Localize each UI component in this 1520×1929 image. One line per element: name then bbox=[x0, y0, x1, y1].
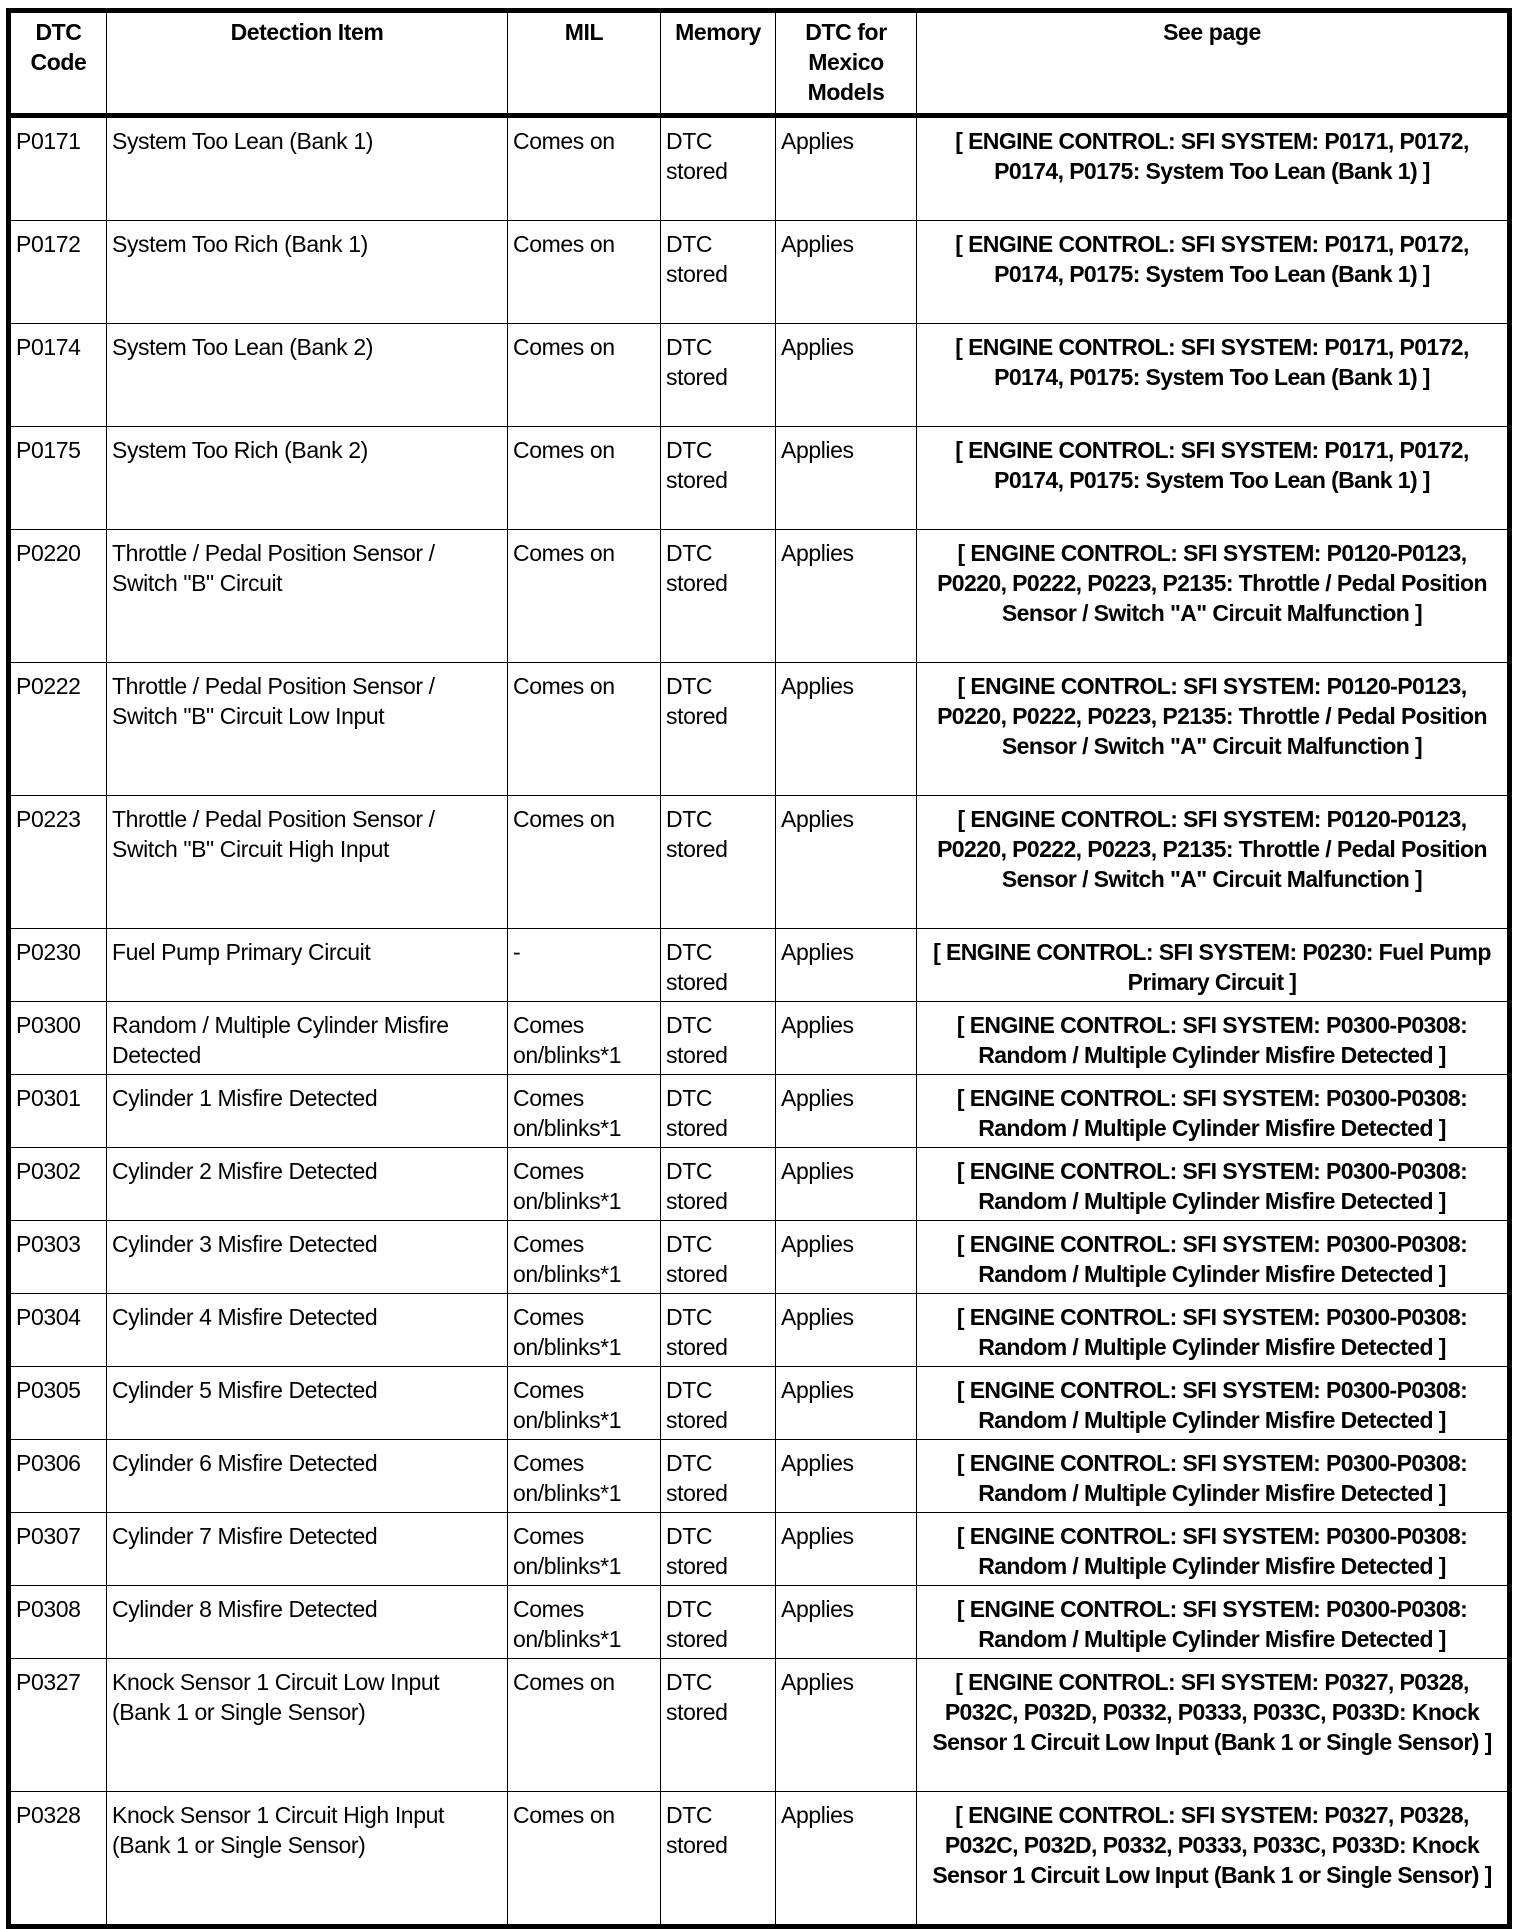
mil-status: Comes on bbox=[508, 530, 661, 663]
header-mil: MIL bbox=[508, 11, 661, 116]
mexico-applies: Applies bbox=[776, 1002, 917, 1075]
dtc-table bbox=[6, 8, 1512, 1929]
mil-status: Comes on bbox=[508, 427, 661, 530]
detection-item: Random / Multiple Cylinder Misfire Detected bbox=[107, 1002, 508, 1075]
table-row bbox=[9, 1513, 1510, 1586]
table-row bbox=[9, 1367, 1510, 1440]
mexico-applies: Applies bbox=[776, 663, 917, 796]
see-page-link[interactable]: [ ENGINE CONTROL: SFI SYSTEM: P0120-P0123, P0220, P0222, P0223, P2135: Throttle / Pedal Position Sensor / Switch "A" Circuit Malfunction ] bbox=[917, 796, 1510, 929]
see-page-link[interactable]: [ ENGINE CONTROL: SFI SYSTEM: P0171, P0172, P0174, P0175: System Too Lean (Bank 1) ] bbox=[917, 427, 1510, 530]
table-row bbox=[9, 1294, 1510, 1367]
mil-status: Comes on bbox=[508, 1792, 661, 1927]
table-row bbox=[9, 1586, 1510, 1659]
detection-item: Knock Sensor 1 Circuit High Input (Bank 1 or Single Sensor) bbox=[107, 1792, 508, 1927]
memory-status: DTC stored bbox=[661, 1440, 776, 1513]
detection-item: Throttle / Pedal Position Sensor / Switch "B" Circuit High Input bbox=[107, 796, 508, 929]
see-page-link[interactable]: [ ENGINE CONTROL: SFI SYSTEM: P0300-P0308: Random / Multiple Cylinder Misfire Detected ] bbox=[917, 1513, 1510, 1586]
table-row bbox=[9, 1659, 1510, 1792]
mexico-applies: Applies bbox=[776, 427, 917, 530]
detection-item: Throttle / Pedal Position Sensor / Switch "B" Circuit Low Input bbox=[107, 663, 508, 796]
see-page-link[interactable]: [ ENGINE CONTROL: SFI SYSTEM: P0300-P0308: Random / Multiple Cylinder Misfire Detected ] bbox=[917, 1148, 1510, 1221]
memory-status: DTC stored bbox=[661, 1513, 776, 1586]
header-detection-item: Detection Item bbox=[107, 11, 508, 116]
see-page-link[interactable]: [ ENGINE CONTROL: SFI SYSTEM: P0230: Fuel Pump Primary Circuit ] bbox=[917, 929, 1510, 1002]
mexico-applies: Applies bbox=[776, 1440, 917, 1513]
mil-status: Comes on/blinks*1 bbox=[508, 1367, 661, 1440]
table-row bbox=[9, 1221, 1510, 1294]
table-row bbox=[9, 663, 1510, 796]
memory-status: DTC stored bbox=[661, 1586, 776, 1659]
mexico-applies: Applies bbox=[776, 324, 917, 427]
table-row bbox=[9, 427, 1510, 530]
detection-item: Knock Sensor 1 Circuit Low Input (Bank 1 or Single Sensor) bbox=[107, 1659, 508, 1792]
mil-status: Comes on bbox=[508, 1659, 661, 1792]
detection-item: Cylinder 7 Misfire Detected bbox=[107, 1513, 508, 1586]
memory-status: DTC stored bbox=[661, 530, 776, 663]
memory-status: DTC stored bbox=[661, 1659, 776, 1792]
table-row bbox=[9, 116, 1510, 221]
dtc-code: P0302 bbox=[9, 1148, 107, 1221]
dtc-code: P0303 bbox=[9, 1221, 107, 1294]
dtc-code: P0327 bbox=[9, 1659, 107, 1792]
memory-status: DTC stored bbox=[661, 663, 776, 796]
see-page-link[interactable]: [ ENGINE CONTROL: SFI SYSTEM: P0327, P0328, P032C, P032D, P0332, P0333, P033C, P033D: Knock Sensor 1 Circuit Low Input (Bank 1 or Single Sensor) ] bbox=[917, 1659, 1510, 1792]
mexico-applies: Applies bbox=[776, 116, 917, 221]
detection-item: Cylinder 5 Misfire Detected bbox=[107, 1367, 508, 1440]
header-memory: Memory bbox=[661, 11, 776, 116]
memory-status: DTC stored bbox=[661, 1148, 776, 1221]
mexico-applies: Applies bbox=[776, 1221, 917, 1294]
see-page-link[interactable]: [ ENGINE CONTROL: SFI SYSTEM: P0327, P0328, P032C, P032D, P0332, P0333, P033C, P033D: Knock Sensor 1 Circuit Low Input (Bank 1 or Single Sensor) ] bbox=[917, 1792, 1510, 1927]
mil-status: Comes on/blinks*1 bbox=[508, 1002, 661, 1075]
detection-item: Cylinder 2 Misfire Detected bbox=[107, 1148, 508, 1221]
mexico-applies: Applies bbox=[776, 221, 917, 324]
mil-status: Comes on/blinks*1 bbox=[508, 1440, 661, 1513]
detection-item: Cylinder 1 Misfire Detected bbox=[107, 1075, 508, 1148]
memory-status: DTC stored bbox=[661, 324, 776, 427]
table-row bbox=[9, 1792, 1510, 1927]
see-page-link[interactable]: [ ENGINE CONTROL: SFI SYSTEM: P0120-P0123, P0220, P0222, P0223, P2135: Throttle / Pedal Position Sensor / Switch "A" Circuit Malfunction ] bbox=[917, 530, 1510, 663]
see-page-link[interactable]: [ ENGINE CONTROL: SFI SYSTEM: P0300-P0308: Random / Multiple Cylinder Misfire Detected ] bbox=[917, 1367, 1510, 1440]
memory-status: DTC stored bbox=[661, 1792, 776, 1927]
see-page-link[interactable]: [ ENGINE CONTROL: SFI SYSTEM: P0171, P0172, P0174, P0175: System Too Lean (Bank 1) ] bbox=[917, 324, 1510, 427]
memory-status: DTC stored bbox=[661, 116, 776, 221]
see-page-link[interactable]: [ ENGINE CONTROL: SFI SYSTEM: P0300-P0308: Random / Multiple Cylinder Misfire Detected ] bbox=[917, 1294, 1510, 1367]
mil-status: Comes on bbox=[508, 324, 661, 427]
table-row bbox=[9, 1002, 1510, 1075]
memory-status: DTC stored bbox=[661, 1294, 776, 1367]
mil-status: Comes on/blinks*1 bbox=[508, 1075, 661, 1148]
dtc-code: P0300 bbox=[9, 1002, 107, 1075]
header-see-page: See page bbox=[917, 11, 1510, 116]
detection-item: Cylinder 6 Misfire Detected bbox=[107, 1440, 508, 1513]
dtc-code: P0222 bbox=[9, 663, 107, 796]
memory-status: DTC stored bbox=[661, 796, 776, 929]
memory-status: DTC stored bbox=[661, 1075, 776, 1148]
mexico-applies: Applies bbox=[776, 1513, 917, 1586]
memory-status: DTC stored bbox=[661, 1367, 776, 1440]
mexico-applies: Applies bbox=[776, 1075, 917, 1148]
dtc-code: P0220 bbox=[9, 530, 107, 663]
mil-status: Comes on/blinks*1 bbox=[508, 1221, 661, 1294]
detection-item: System Too Rich (Bank 2) bbox=[107, 427, 508, 530]
dtc-code: P0301 bbox=[9, 1075, 107, 1148]
mil-status: Comes on bbox=[508, 796, 661, 929]
mexico-applies: Applies bbox=[776, 929, 917, 1002]
detection-item: Fuel Pump Primary Circuit bbox=[107, 929, 508, 1002]
detection-item: Cylinder 4 Misfire Detected bbox=[107, 1294, 508, 1367]
dtc-code: P0328 bbox=[9, 1792, 107, 1927]
detection-item: Cylinder 3 Misfire Detected bbox=[107, 1221, 508, 1294]
dtc-code: P0223 bbox=[9, 796, 107, 929]
dtc-code: P0175 bbox=[9, 427, 107, 530]
dtc-code: P0304 bbox=[9, 1294, 107, 1367]
table-row bbox=[9, 324, 1510, 427]
mexico-applies: Applies bbox=[776, 1659, 917, 1792]
table-row bbox=[9, 929, 1510, 1002]
mexico-applies: Applies bbox=[776, 1367, 917, 1440]
mexico-applies: Applies bbox=[776, 1792, 917, 1927]
see-page-link[interactable]: [ ENGINE CONTROL: SFI SYSTEM: P0171, P0172, P0174, P0175: System Too Lean (Bank 1) ] bbox=[917, 116, 1510, 221]
table-row bbox=[9, 1440, 1510, 1513]
memory-status: DTC stored bbox=[661, 1002, 776, 1075]
dtc-code: P0307 bbox=[9, 1513, 107, 1586]
dtc-code: P0308 bbox=[9, 1586, 107, 1659]
mil-status: Comes on/blinks*1 bbox=[508, 1586, 661, 1659]
mil-status: Comes on bbox=[508, 221, 661, 324]
table-row bbox=[9, 796, 1510, 929]
see-page-link[interactable]: [ ENGINE CONTROL: SFI SYSTEM: P0300-P0308: Random / Multiple Cylinder Misfire Detected ] bbox=[917, 1002, 1510, 1075]
table-row bbox=[9, 1075, 1510, 1148]
mexico-applies: Applies bbox=[776, 1294, 917, 1367]
see-page-link[interactable]: [ ENGINE CONTROL: SFI SYSTEM: P0171, P0172, P0174, P0175: System Too Lean (Bank 1) ] bbox=[917, 221, 1510, 324]
dtc-code: P0306 bbox=[9, 1440, 107, 1513]
detection-item: System Too Lean (Bank 1) bbox=[107, 116, 508, 221]
mil-status: Comes on/blinks*1 bbox=[508, 1513, 661, 1586]
mexico-applies: Applies bbox=[776, 1586, 917, 1659]
mexico-applies: Applies bbox=[776, 1148, 917, 1221]
see-page-link[interactable]: [ ENGINE CONTROL: SFI SYSTEM: P0300-P0308: Random / Multiple Cylinder Misfire Detected ] bbox=[917, 1586, 1510, 1659]
memory-status: DTC stored bbox=[661, 427, 776, 530]
see-page-link[interactable]: [ ENGINE CONTROL: SFI SYSTEM: P0300-P0308: Random / Multiple Cylinder Misfire Detected ] bbox=[917, 1075, 1510, 1148]
mil-status: Comes on bbox=[508, 663, 661, 796]
mil-status: Comes on/blinks*1 bbox=[508, 1148, 661, 1221]
table-row bbox=[9, 530, 1510, 663]
mexico-applies: Applies bbox=[776, 530, 917, 663]
dtc-code: P0230 bbox=[9, 929, 107, 1002]
see-page-link[interactable]: [ ENGINE CONTROL: SFI SYSTEM: P0300-P0308: Random / Multiple Cylinder Misfire Detected ] bbox=[917, 1440, 1510, 1513]
detection-item: Cylinder 8 Misfire Detected bbox=[107, 1586, 508, 1659]
dtc-code: P0171 bbox=[9, 116, 107, 221]
detection-item: System Too Rich (Bank 1) bbox=[107, 221, 508, 324]
header-mexico: DTC for Mexico Models bbox=[776, 11, 917, 116]
mexico-applies: Applies bbox=[776, 796, 917, 929]
table-row bbox=[9, 221, 1510, 324]
header-dtc-code: DTC Code bbox=[9, 11, 107, 116]
dtc-code: P0174 bbox=[9, 324, 107, 427]
detection-item: Throttle / Pedal Position Sensor / Switch "B" Circuit bbox=[107, 530, 508, 663]
dtc-code: P0305 bbox=[9, 1367, 107, 1440]
mil-status: - bbox=[508, 929, 661, 1002]
header-row bbox=[9, 11, 1510, 116]
memory-status: DTC stored bbox=[661, 1221, 776, 1294]
dtc-code: P0172 bbox=[9, 221, 107, 324]
mil-status: Comes on bbox=[508, 116, 661, 221]
table-row bbox=[9, 1148, 1510, 1221]
see-page-link[interactable]: [ ENGINE CONTROL: SFI SYSTEM: P0300-P0308: Random / Multiple Cylinder Misfire Detected ] bbox=[917, 1221, 1510, 1294]
mil-status: Comes on/blinks*1 bbox=[508, 1294, 661, 1367]
memory-status: DTC stored bbox=[661, 929, 776, 1002]
see-page-link[interactable]: [ ENGINE CONTROL: SFI SYSTEM: P0120-P0123, P0220, P0222, P0223, P2135: Throttle / Pedal Position Sensor / Switch "A" Circuit Malfunction ] bbox=[917, 663, 1510, 796]
detection-item: System Too Lean (Bank 2) bbox=[107, 324, 508, 427]
memory-status: DTC stored bbox=[661, 221, 776, 324]
